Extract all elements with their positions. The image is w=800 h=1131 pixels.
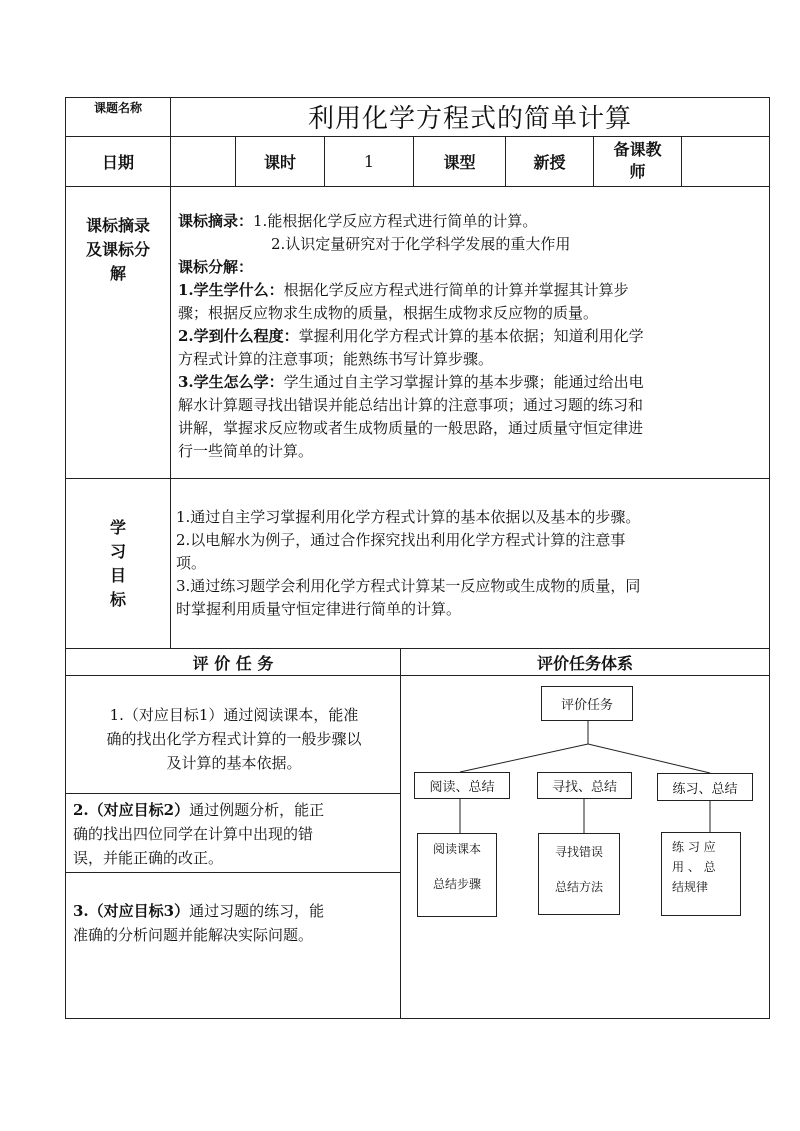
q3-label: 3.学生怎么学：: [178, 373, 284, 391]
diagram-branch-1: [414, 772, 510, 799]
diagram-leaf-2-line-2: 总结方法: [554, 880, 603, 894]
diagram-leaf-1-line-1: 阅读课本: [432, 842, 481, 856]
diagram-leaf-2-line-1: 寻找错误: [554, 845, 603, 859]
diagram-leaf-1-line-2: 总结步骤: [432, 877, 481, 891]
task-3-text-line-1: 通过习题的练习，能: [189, 902, 325, 920]
task-2-text-line-2: 确的找出四位同学在计算中出现的错: [73, 825, 314, 843]
q1-text-line-1: 根据化学反应方程式进行简单的计算并掌握其计算步: [283, 281, 629, 299]
date-label: 日期: [101, 153, 134, 172]
goals-label-char-4: 标: [109, 590, 126, 609]
q3-text-line-3: 讲解，掌握求反应物或者生成物质量的一般思路，通过质量守恒定律进: [178, 419, 644, 437]
diagram-leaf-3-line-2: 用 、 总: [672, 860, 716, 874]
diagram-root-label: 评价任务: [560, 698, 613, 713]
standards-label-line1: 课标摘录: [85, 216, 150, 235]
task-3-text-line-2: 准确的分析问题并能解决实际问题。: [73, 926, 314, 944]
connector-root-to-branch3: [588, 744, 710, 773]
goal-3-line-b: 时掌握利用质量守恒定律进行简单的计算。: [176, 600, 462, 618]
diagram-branch-1-label: 阅读、总结: [429, 780, 495, 795]
q3-text-line-2: 解水计算题寻找出错误并能总结出计算的注意事项；通过习题的练习和: [178, 396, 644, 414]
goals-label-char-1: 学: [109, 518, 126, 537]
type-value: 新授: [533, 153, 566, 172]
q3-text-line-4: 行一些简单的计算。: [178, 442, 314, 460]
goal-1: 1.通过自主学习掌握利用化学方程式计算的基本依据以及基本的步骤。: [176, 508, 641, 526]
diagram-leaf-1: [417, 833, 497, 917]
diagram-leaf-3-line-1: 练 习 应: [672, 840, 716, 854]
task-2-label: 2.（对应目标2）: [73, 801, 190, 819]
page-title: 利用化学方程式的简单计算: [307, 104, 632, 134]
task-3-label: 3.（对应目标3）: [73, 902, 190, 920]
type-label: 课型: [443, 153, 476, 172]
q1-label: 1.学生学什么：: [178, 281, 284, 299]
diagram-leaf-2: [538, 833, 620, 915]
goals-label-char-3: 目: [109, 566, 126, 585]
diagram-leaf-3-line-3: 结规律: [672, 880, 709, 894]
period-value: 1: [363, 152, 375, 171]
task-1-line-2: 确的找出化学方程式计算的一般步骤以: [106, 730, 362, 748]
task-2-text-line-1: 通过例题分析，能正: [189, 801, 325, 819]
teacher-label-line1: 备课教: [613, 140, 662, 159]
diagram-branch-2: [537, 772, 632, 799]
diagram-branch-2-label: 寻找、总结: [551, 780, 617, 795]
task-1-line-1: 1.（对应目标1）通过阅读课本，能准: [109, 706, 359, 724]
goal-2-line-b: 项。: [176, 554, 207, 572]
task-1-line-3: 及计算的基本依据。: [166, 754, 302, 772]
standards-label-line2: 及课标分: [85, 240, 150, 259]
goals-label-char-2: 习: [109, 542, 126, 561]
goal-3-line-a: 3.通过练习题学会利用化学方程式计算某一反应物或生成物的质量，同: [176, 577, 641, 595]
diagram-branch-3-label: 练习、总结: [672, 781, 738, 797]
evaluation-system-header: 评价任务体系: [536, 653, 633, 673]
diagram-branch-3: [657, 773, 753, 801]
connector-root-to-branch1: [460, 744, 588, 772]
diagram-leaf-3: [661, 832, 741, 916]
excerpt-label: 课标摘录：: [178, 212, 254, 230]
excerpt-item-2: 2.认识定量研究对于化学科学发展的重大作用: [271, 235, 571, 253]
analysis-label: 课标分解：: [178, 258, 254, 276]
task-2-text-line-3: 误，并能正确的改正。: [73, 849, 224, 867]
period-label: 课时: [263, 153, 296, 172]
excerpt-item-1: 1.能根据化学反应方程式进行简单的计算。: [253, 212, 538, 230]
topic-label: 课题名称: [93, 101, 142, 115]
q2-text-line-2: 方程式计算的注意事项；能熟练书写计算步骤。: [178, 350, 494, 368]
goal-2-line-a: 2.以电解水为例子，通过合作探究找出利用化学方程式计算的注意事: [176, 531, 626, 549]
q1-text-line-2: 骤；根据反应物求生成物的质量，根据生成物求反应物的质量。: [178, 304, 599, 322]
q3-text-line-1: 学生通过自主学习掌握计算的基本步骤；能通过给出电: [283, 373, 644, 391]
evaluation-tasks-header: 评 价 任 务: [192, 653, 274, 673]
standards-label-line3: 解: [109, 264, 126, 283]
teacher-label-line2: 师: [629, 162, 646, 181]
q2-text-line-1: 掌握利用化学方程式计算的基本依据；知道利用化学: [298, 327, 644, 345]
q2-label: 2.学到什么程度：: [178, 327, 299, 345]
diagram-root-node: [541, 686, 633, 721]
